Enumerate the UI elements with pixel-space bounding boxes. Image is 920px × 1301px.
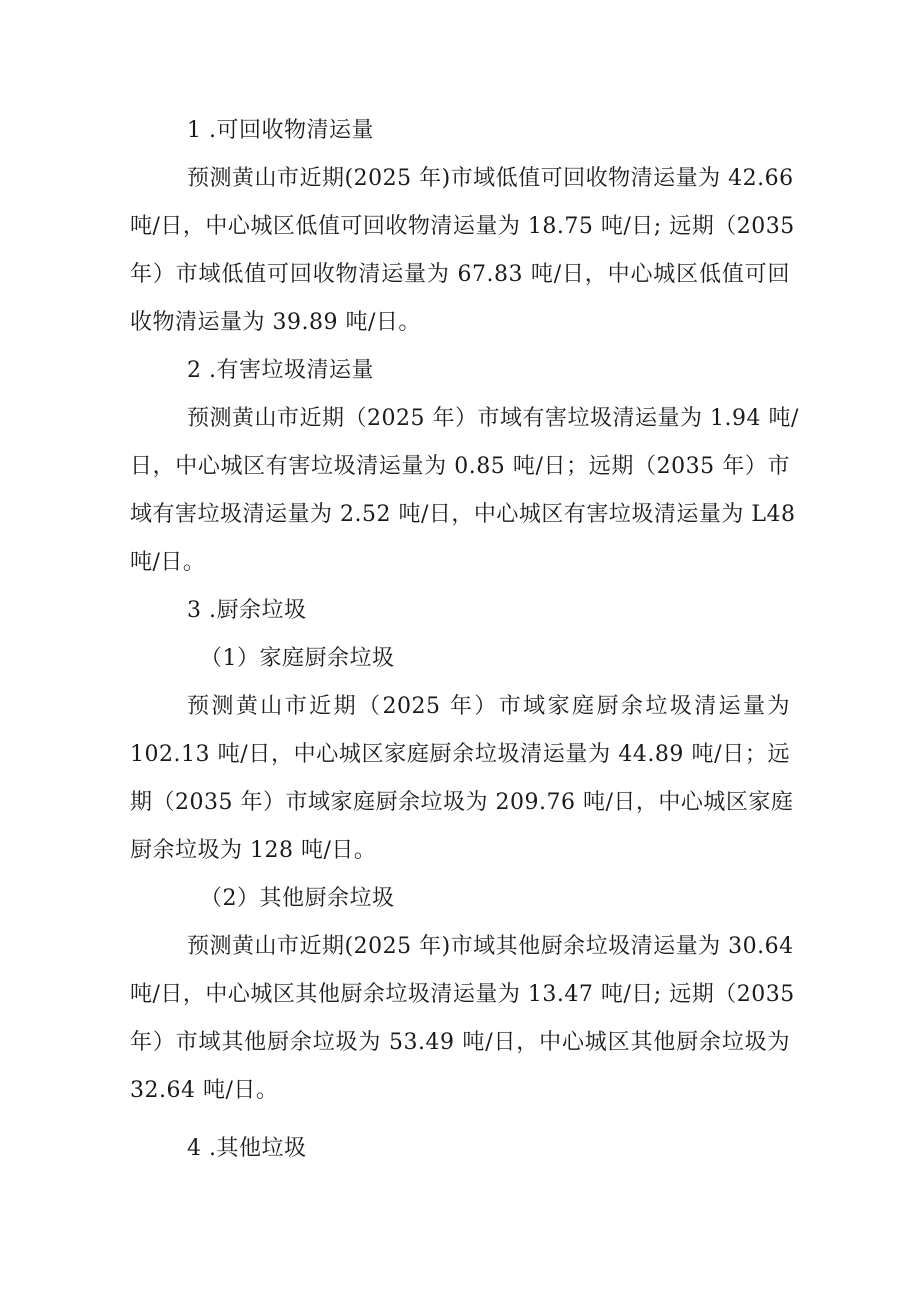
paragraph-line: 预测黄山市近期（2025 年）市域家庭厨余垃圾清运量为: [187, 694, 790, 719]
paragraph-line: 吨/日，中心城区其他厨余垃圾清运量为 13.47 吨/日; 远期（2035: [130, 982, 795, 1007]
paragraph-line: 厨余垃圾为 128 吨/日。: [130, 838, 377, 863]
paragraph-line: 收物清运量为 39.89 吨/日。: [130, 310, 421, 335]
paragraph-line: 32.64 吨/日。: [130, 1078, 279, 1103]
paragraph-line: 预测黄山市近期(2025 年)市域低值可回收物清运量为 42.66: [187, 166, 794, 191]
section-heading-3: 3 .厨余垃圾: [187, 598, 307, 623]
section-heading-4: 4 .其他垃圾: [187, 1136, 307, 1161]
subsection-heading-3-1: （1）家庭厨余垃圾: [200, 646, 395, 671]
paragraph-line: 102.13 吨/日，中心城区家庭厨余垃圾清运量为 44.89 吨/日；远: [130, 742, 790, 767]
subsection-heading-3-2: （2）其他厨余垃圾: [200, 886, 395, 911]
paragraph-line: 日，中心城区有害垃圾清运量为 0.85 吨/日；远期（2035 年）市: [130, 454, 790, 479]
paragraph-line: 预测黄山市近期（2025 年）市域有害垃圾清运量为 1.94 吨/: [187, 406, 799, 431]
paragraph-line: 年）市域其他厨余垃圾为 53.49 吨/日，中心城区其他厨余垃圾为: [130, 1030, 790, 1055]
paragraph-line: 预测黄山市近期(2025 年)市域其他厨余垃圾清运量为 30.64: [187, 934, 794, 959]
paragraph-line: 期（2035 年）市域家庭厨余垃圾为 209.76 吨/日，中心城区家庭: [130, 790, 794, 815]
section-heading-2: 2 .有害垃圾清运量: [187, 358, 374, 383]
paragraph-line: 年）市域低值可回收物清运量为 67.83 吨/日，中心城区低值可回: [130, 262, 790, 287]
paragraph-line: 域有害垃圾清运量为 2.52 吨/日，中心城区有害垃圾清运量为 L48: [130, 502, 796, 527]
section-heading-1: 1 .可回收物清运量: [187, 118, 374, 143]
paragraph-line: 吨/日，中心城区低值可回收物清运量为 18.75 吨/日; 远期（2035: [130, 214, 795, 239]
paragraph-line: 吨/日。: [130, 550, 206, 575]
